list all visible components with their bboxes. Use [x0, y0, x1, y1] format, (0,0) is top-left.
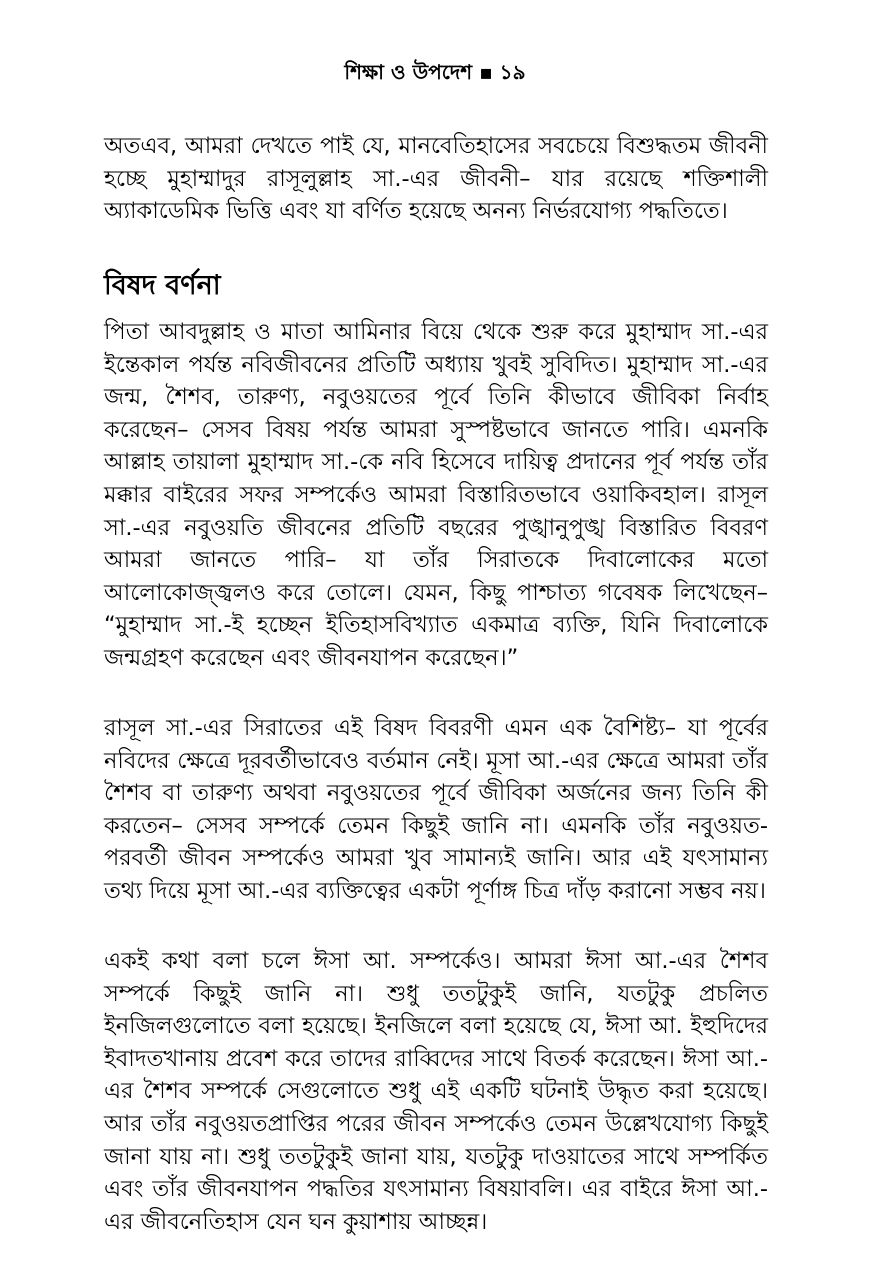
section-heading: বিষদ বর্ণনা	[104, 270, 221, 301]
paragraph-intro: অতএব, আমরা দেখতে পাই যে, মানবেতিহাসের সবচেয়ে বিশুদ্ধতম জীবনী হচ্ছে মুহাম্মাদুর রাসূলুল্লাহ সা.-এর জীবনী– যার রয়েছে শক্তিশালী অ্যাকাডেমিক ভিত্তি এবং যা বর্ণিত হয়েছে অনন্য নির্ভরযোগ্য পদ্ধতিতে।	[104, 133, 768, 225]
paragraph-musa: রাসূল সা.-এর সিরাতের এই বিষদ বিবরণী এমন এক বৈশিষ্ট্য– যা পূর্বের নবিদের ক্ষেত্রে দূরবর্তীভাবেও বর্তমান নেই। মূসা আ.-এর ক্ষেত্রে আমরা তাঁর শৈশব বা তারুণ্য অথবা নবুওয়তের পূর্বে জীবিকা অর্জনের জন্য তিনি কী করতেন– সেসব সম্পর্কে তেমন কিছুই জানি না। এমনকি তাঁর নবুওয়ত-পরবর্তী জীবন সম্পর্কেও আমরা খুব সামান্যই জানি। আর এই যৎসামান্য তথ্য দিয়ে মূসা আ.-এর ব্যক্তিত্বের একটা পূর্ণাঙ্গ চিত্র দাঁড় করানো সম্ভব নয়।	[104, 715, 768, 904]
paragraph-isa: একই কথা বলা চলে ঈসা আ. সম্পর্কেও। আমরা ঈসা আ.-এর শৈশব সম্পর্কে কিছুই জানি না। শুধু ততটুকুই জানি, যতটুকু প্রচলিত ইনজিলগুলোতে বলা হয়েছে। ইনজিলে বলা হয়েছে যে, ঈসা আ. ইহুদিদের ইবাদতখানায় প্রবেশ করে তাদের রাব্বিদের সাথে বিতর্ক করেছেন। ঈসা আ.-এর শৈশব সম্পর্কে সেগুলোতে শুধু এই একটি ঘটনাই উদ্ধৃত করা হয়েছে। আর তাঁর নবুওয়তপ্রাপ্তির পরের জীবন সম্পর্কেও তেমন উল্লেখযোগ্য কিছুই জানা যায় না। শুধু ততটুকুই জানা যায়, যতটুকু দাওয়াতের সাথে সম্পর্কিত এবং তাঁর জীবনযাপন পদ্ধতির যৎসামান্য বিষয়াবলি। এর বাইরে ঈসা আ.-এর জীবনেতিহাস যেন ঘন কুয়াশায় আচ্ছন্ন।	[104, 948, 768, 1235]
paragraph-muhammad-details: পিতা আবদুল্লাহ ও মাতা আমিনার বিয়ে থেকে শুরু করে মুহাম্মাদ সা.-এর ইন্তেকাল পর্যন্ত নবিজীবনের প্রতিটি অধ্যায় খুবই সুবিদিত। মুহাম্মাদ সা.-এর জন্ম, শৈশব, তারুণ্য, নবুওয়তের পূর্বে তিনি কীভাবে জীবিকা নির্বাহ করেছেন– সেসব বিষয় পর্যন্ত আমরা সুস্পষ্টভাবে জানতে পারি। এমনকি আল্লাহ তায়ালা মুহাম্মাদ সা.-কে নবি হিসেবে দায়িত্ব প্রদানের পূর্ব পর্যন্ত তাঁর মক্কার বাইরের সফর সম্পর্কেও আমরা বিস্তারিতভাবে ওয়াকিবহাল। রাসূল সা.-এর নবুওয়তি জীবনের প্রতিটি বছরের পুঙ্খানুপুঙ্খ বিস্তারিত বিবরণ আমরা জানতে পারি– যা তাঁর সিরাতকে দিবালোকের মতো আলোকোজ্জ্বলও করে তোলে। যেমন, কিছু পাশ্চাত্য গবেষক লিখেছেন– “মুহাম্মাদ সা.-ই হচ্ছেন ইতিহাসবিখ্যাত একমাত্র ব্যক্তি, যিনি দিবালোকে জন্মগ্রহণ করেছেন এবং জীবনযাপন করেছেন।”	[104, 319, 768, 671]
running-head: শিক্ষা ও উপদেশ ▪ ১৯	[344, 60, 526, 84]
